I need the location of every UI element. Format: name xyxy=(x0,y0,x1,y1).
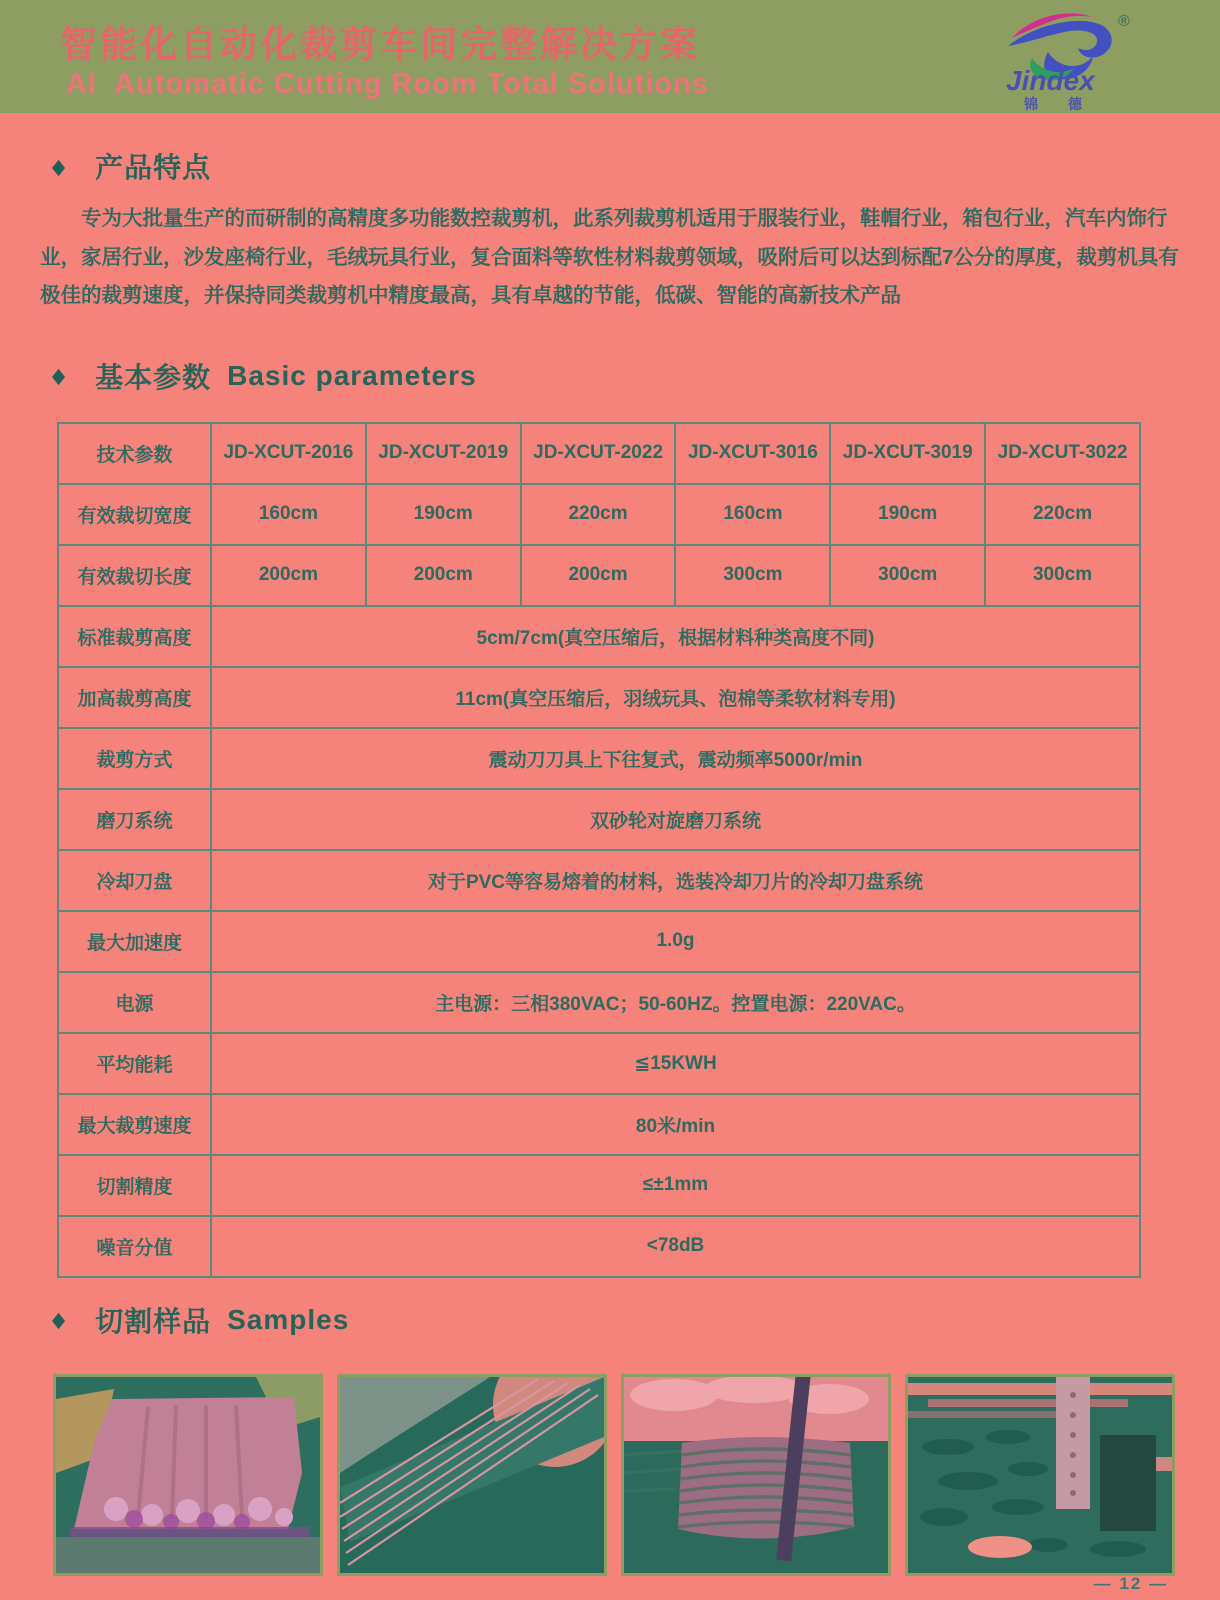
table-row xyxy=(58,972,1140,1033)
registered-mark-icon: ® xyxy=(1118,13,1130,30)
table-row xyxy=(58,1033,1140,1094)
logo-brand-text: Jindex xyxy=(1006,65,1095,96)
parameters-title-en: Basic parameters xyxy=(227,359,477,391)
jindex-logo-icon xyxy=(990,4,1150,112)
parameters-section-heading xyxy=(52,356,1220,396)
page-header xyxy=(0,0,1220,113)
sample-photo-cut-stack xyxy=(621,1374,891,1576)
sample-photo-stacked-layers xyxy=(337,1374,607,1576)
row-label: 最大加速度 xyxy=(58,911,211,972)
table-row xyxy=(58,1094,1140,1155)
table-cell: ≦15KWH xyxy=(211,1033,1140,1094)
table-cell: 主电源：三相380VAC；50-60HZ。控置电源：220VAC。 xyxy=(211,972,1140,1033)
row-label: 有效裁切长度 xyxy=(58,545,211,606)
column-header: 技术参数 xyxy=(58,423,211,484)
sample-photos-row xyxy=(53,1374,1220,1576)
sample-photo-machine-table xyxy=(905,1374,1175,1576)
diamond-bullet-icon: ◆ xyxy=(52,363,66,388)
table-cell: 160cm xyxy=(675,484,830,545)
table-cell: 190cm xyxy=(366,484,521,545)
features-paragraph: 专为大批量生产的而研制的高精度多功能数控裁剪机，此系列裁剪机适用于服装行业，鞋帽行业，箱包行业，汽车内饰行业，家居行业，沙发座椅行业，毛绒玩具行业，复合面料等软性材料裁剪领域，吸附后可以达到标配7公分的厚度，裁剪机具有极佳的裁剪速度，并保持同类裁剪机中精度最高，具有卓越的节能，低碳、智能的高新技术产品 xyxy=(40,207,1179,307)
diamond-bullet-icon: ◆ xyxy=(52,1307,66,1332)
sample-photo-cut-pieces xyxy=(53,1374,323,1576)
row-label: 标准裁剪高度 xyxy=(58,606,211,667)
features-section-heading xyxy=(52,113,1220,186)
brand-logo xyxy=(990,4,1150,112)
features-title: 产品特点 xyxy=(95,152,212,183)
column-header: JD-XCUT-2019 xyxy=(366,423,521,484)
table-row xyxy=(58,667,1140,728)
table-row xyxy=(58,911,1140,972)
table-row xyxy=(58,728,1140,789)
table-header-row xyxy=(58,423,1140,484)
row-label: 最大裁剪速度 xyxy=(58,1094,211,1155)
diamond-bullet-icon: ◆ xyxy=(52,154,66,178)
table-cell: 200cm xyxy=(366,545,521,606)
row-label: 切割精度 xyxy=(58,1155,211,1216)
row-label: 电源 xyxy=(58,972,211,1033)
logo-brand-zh: 锦德 xyxy=(1024,96,1112,112)
table-row xyxy=(58,606,1140,667)
table-cell: 160cm xyxy=(211,484,366,545)
samples-section-heading xyxy=(52,1300,1220,1340)
table-cell: ≤±1mm xyxy=(211,1155,1140,1216)
row-label: 裁剪方式 xyxy=(58,728,211,789)
table-row xyxy=(58,1216,1140,1277)
table-row xyxy=(58,1155,1140,1216)
table-cell: 双砂轮对旋磨刀系统 xyxy=(211,789,1140,850)
samples-title-zh: 切割样品 xyxy=(95,1305,212,1337)
table-cell: 80米/min xyxy=(211,1094,1140,1155)
row-label: 磨刀系统 xyxy=(58,789,211,850)
page-title-en: AI Automatic Cutting Room Total Solutions xyxy=(66,68,709,100)
table-cell: 11cm(真空压缩后，羽绒玩具、泡棉等柔软材料专用) xyxy=(211,667,1140,728)
column-header: JD-XCUT-3019 xyxy=(830,423,985,484)
parameters-title-zh: 基本参数 xyxy=(95,361,212,393)
table-cell: 220cm xyxy=(985,484,1140,545)
table-cell: 300cm xyxy=(830,545,985,606)
table-cell: 对于PVC等容易熔着的材料，选装冷却刀片的冷却刀盘系统 xyxy=(211,850,1140,911)
row-label: 冷却刀盘 xyxy=(58,850,211,911)
column-header: JD-XCUT-3016 xyxy=(675,423,830,484)
table-cell: 300cm xyxy=(985,545,1140,606)
table-row xyxy=(58,545,1140,606)
table-cell: 5cm/7cm(真空压缩后，根据材料种类高度不同) xyxy=(211,606,1140,667)
table-cell: <78dB xyxy=(211,1216,1140,1277)
page-title-zh: 智能化自动化裁剪车间完整解决方案 xyxy=(60,24,700,65)
column-header: JD-XCUT-2022 xyxy=(521,423,676,484)
table-cell: 200cm xyxy=(521,545,676,606)
row-label: 噪音分值 xyxy=(58,1216,211,1277)
row-label: 有效裁切宽度 xyxy=(58,484,211,545)
table-row xyxy=(58,789,1140,850)
samples-title-en: Samples xyxy=(227,1303,350,1335)
column-header: JD-XCUT-2016 xyxy=(211,423,366,484)
table-cell: 190cm xyxy=(830,484,985,545)
table-cell: 震动刀刀具上下往复式，震动频率5000r/min xyxy=(211,728,1140,789)
table-row xyxy=(58,484,1140,545)
row-label: 加高裁剪高度 xyxy=(58,667,211,728)
row-label: 平均能耗 xyxy=(58,1033,211,1094)
table-row xyxy=(58,850,1140,911)
table-cell: 300cm xyxy=(675,545,830,606)
table-cell: 1.0g xyxy=(211,911,1140,972)
table-cell: 200cm xyxy=(211,545,366,606)
parameters-table xyxy=(57,422,1141,1278)
page-number: — 12 — xyxy=(1093,1574,1168,1593)
table-cell: 220cm xyxy=(521,484,676,545)
column-header: JD-XCUT-3022 xyxy=(985,423,1140,484)
